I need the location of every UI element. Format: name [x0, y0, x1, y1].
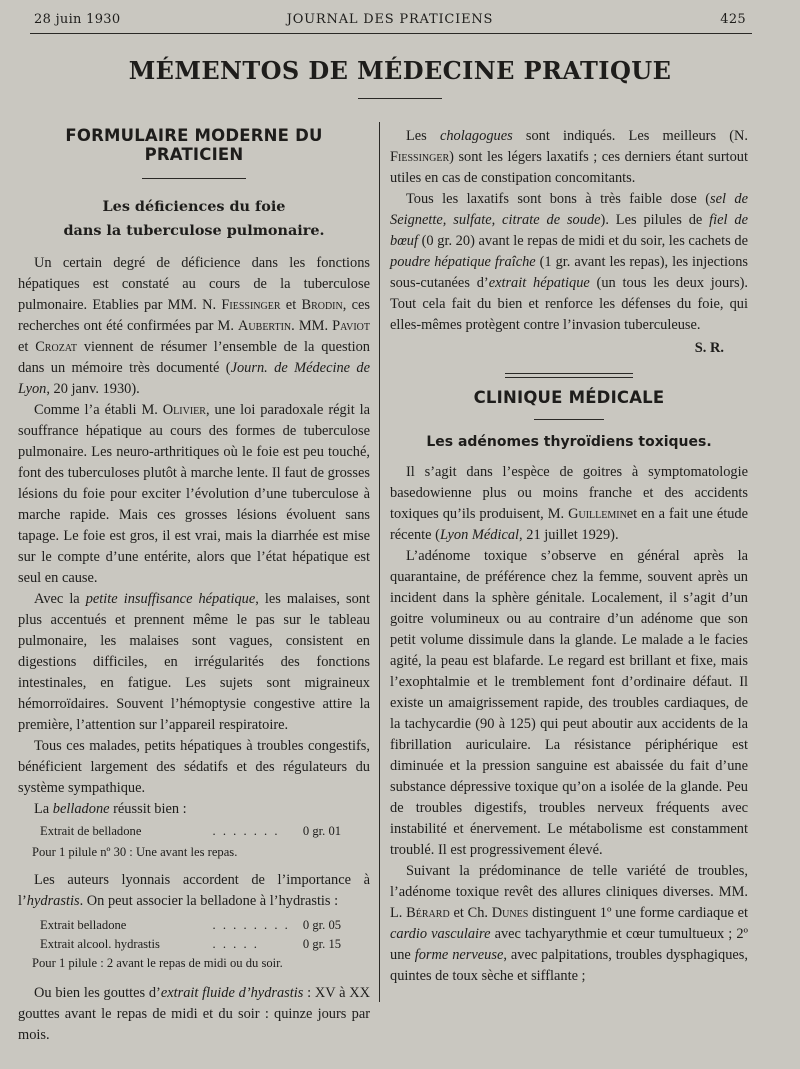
text-run: , 21 juillet 1929).	[519, 527, 619, 543]
text-run: , ces recherches ont été confirmées par M.	[18, 297, 370, 334]
title-rule	[358, 98, 442, 99]
section-rule	[142, 178, 246, 179]
journal-name: JOURNAL DES PRATICIENS	[286, 12, 494, 27]
paragraph	[18, 870, 370, 912]
author-name: Bérard	[406, 905, 450, 921]
text-run: , les malaises, sont plus accentués et prennent même le pas sur le tableau pulmonaire, les malaises sont vagues, consistent en digestions difficiles, en irrégularités des fonctions intestinales, en fatigue. Les sujets sont migraineux hémorroïdaires. Souvent l’hémoptysie congestive attire la première, l’attention sur l’appareil respiratoire.	[18, 591, 370, 733]
subtitle-line: dans la tuberculose pulmonaire.	[63, 222, 325, 239]
text-run: sont indiqués. Les meilleurs (N.	[512, 128, 748, 144]
prescription-line	[18, 822, 370, 841]
leader-dots: . . . . . . .	[212, 824, 280, 838]
author-name: Guillemin	[568, 506, 627, 522]
author-name: Aubertin	[238, 318, 292, 334]
author-name: Brodin	[301, 297, 343, 313]
author-name: Fiessinger	[221, 297, 281, 313]
text-run: . On peut associer la belladone à l’hydrastis :	[79, 893, 339, 909]
emphasis: poudre hépatique fraîche	[390, 254, 536, 270]
paragraph	[18, 983, 370, 1046]
text-run: Tous les laxatifs sont bons à très faible dose (	[406, 191, 711, 207]
text-run: Les auteurs lyonnais accordent de l’importance à l’	[18, 872, 370, 909]
text-run: Un certain degré de déficience dans les fonctions hépatiques est constaté au cours de la tuberculose pulmonaire. Etablies par MM. N.	[18, 255, 370, 313]
text-run: . MM.	[291, 318, 333, 334]
paragraph	[390, 126, 748, 189]
text-run: Les	[406, 128, 440, 144]
ingredient: Extrait de belladone	[40, 824, 142, 838]
citation: Lyon Médical	[439, 527, 520, 543]
text-run: ). Les pilules de	[600, 212, 710, 228]
paragraph	[18, 799, 370, 820]
text-run: , une loi paradoxale régit la souffrance hépatique au cours des formes de tuberculose pulmonaire. Les neuro-arthritiques où le foie est peu touché, font des tuberculoses plutôt à marche lente. Il faut de grosses lésions du foie pour exciter l’évolution d’une tuberculose à marche rapide. Mais ces grosses lésions évoluent sans tapage. Le foie est gros, il est vrai, mais la diarrhée est mise sur le compte d’une entérite, alors que l’état hépatique est seul en cause.	[18, 402, 370, 586]
text-run: (un tous les deux jours). Tout cela fait du bien et renforce les défenses du foie, qui elles-mêmes protègent contre l’invasion tuberculeuse.	[390, 275, 748, 333]
dose: 0 gr. 05	[302, 918, 342, 932]
citation: Journ. de Médecine de Lyon	[18, 360, 371, 397]
emphasis: cardio vasculaire	[390, 926, 491, 942]
section-separator	[505, 373, 633, 378]
leader-dots: . . . . . . . .	[212, 918, 290, 932]
emphasis: petite insuffisance hépatique	[85, 591, 256, 607]
dose: 0 gr. 15	[302, 937, 342, 951]
text-run: , 20 janv. 1930).	[46, 381, 140, 397]
prescription-line	[18, 916, 370, 935]
text-run: Comme l’a établi M.	[34, 402, 163, 418]
section-title-formulaire: FORMULAIRE MODERNE DU PRATICIEN	[65, 126, 323, 164]
prescription-belladone	[18, 822, 370, 862]
text-run: et en a fait une étude récente (	[390, 506, 748, 543]
paragraph	[18, 400, 370, 589]
text-run: et	[18, 339, 36, 355]
text-run: (0 gr. 20) avant le repas de midi et du soir, les cachets de	[418, 233, 748, 249]
text-run: Ou bien les gouttes d’	[34, 985, 161, 1001]
emphasis: belladone	[52, 801, 110, 817]
subtitle-line: Les déficiences du foie	[102, 198, 286, 215]
page-title: MÉMENTOS DE MÉDECINE PRATIQUE	[128, 56, 672, 85]
emphasis: cholagogues	[439, 128, 513, 144]
emphasis: extrait hépatique	[488, 275, 590, 291]
emphasis: sel de Seignette, sulfate, citrate de soude	[390, 191, 748, 228]
paragraph	[18, 589, 370, 736]
leader-dots: . . . . .	[212, 937, 259, 951]
text-run: Il s’agit dans l’espèce de goitres à symptomatologie basedowienne plus ou moins franche et des accidents toxiques qu’ils produisent, M.	[390, 464, 748, 522]
page-number: 425	[720, 12, 746, 27]
paragraph: L’adénome toxique s’observe en général après la quarantaine, de préférence chez la femme, souvent après un incident dans la sphère génitale. Localement, il s’agit d’un goitre volumineux ou au contraire d’un adénome que son petit volume dissimule dans la glande. Le malade a le facies agité, la peau est blafarde. Le regard est brillant et fixe, mais l’exophtalmie et le tremblement font d’ordinaire défaut. Il existe un amaigrissement rapide, des troubles cardiaques, de la tachycardie (90 à 125) qui peut aboutir aux accidents de la fibrillation auriculaire. La résistance périphérique est diminuée et la pression sanguine est abaissée du fait d’une substance dépressive toxique qu’on a isolée de la glande. Peu de troubles digestifs, troubles nerveux fréquents avec instabilité et énervement. Le métabolisme est constamment troublé. Il est progressivement élevé.	[390, 548, 748, 858]
paragraph	[390, 861, 748, 987]
paragraph	[390, 189, 748, 336]
right-column	[390, 126, 748, 987]
left-column	[18, 126, 370, 1046]
emphasis: fiel de bœuf	[390, 212, 749, 249]
paragraph: Tous ces malades, petits hépatiques à troubles congestifs, bénéficient largement des sédatifs et des régulateurs du système sympathique.	[18, 738, 370, 796]
emphasis: forme nerveuse	[414, 947, 504, 963]
author-name: Crozat	[35, 339, 78, 355]
text-run: (1 gr. avant les repas), les injections sous-cutanées d’	[390, 254, 748, 291]
section-title-clinique: CLINIQUE MÉDICALE	[473, 388, 665, 407]
emphasis: hydrastis	[26, 893, 80, 909]
text-run: : XV à XX gouttes avant le repas de midi et du soir : quinze jours par mois.	[18, 985, 370, 1043]
author-name: Fiessinger	[390, 149, 450, 165]
emphasis: extrait fluide d’hydrastis	[160, 985, 304, 1001]
text-run: distinguent 1º une forme cardiaque et	[528, 905, 748, 921]
ingredient: Extrait alcool. hydrastis	[40, 937, 160, 951]
text-run: Avec la	[34, 591, 86, 607]
author-name: Olivier	[162, 402, 206, 418]
text-run: La	[34, 801, 53, 817]
text-run: ) sont les légers laxatifs ; ces derniers étant surtout utiles en cas de constipation concomitants.	[390, 149, 748, 186]
text-run: et Ch.	[449, 905, 492, 921]
prescription-note: Pour 1 pilule nº 30 : Une avant les repas.	[32, 845, 238, 859]
text-run: Suivant la prédominance de telle variété de troubles, l’adénome toxique revêt des allures cliniques diverses. MM. L.	[390, 863, 748, 921]
prescription-note: Pour 1 pilule : 2 avant le repas de midi ou du soir.	[32, 956, 283, 970]
author-name: Paviot	[332, 318, 370, 334]
dose: 0 gr. 01	[302, 824, 342, 838]
header-rule	[30, 33, 752, 34]
text-run: et	[280, 297, 302, 313]
ingredient: Extrait belladone	[40, 918, 127, 932]
article-subtitle-adenomes: Les adénomes thyroïdiens toxiques.	[426, 434, 712, 450]
text-run: viennent de résumer l’ensemble de la question dans un mémoire très documenté (	[18, 339, 371, 376]
article-subtitle-foie	[18, 195, 370, 243]
section-rule	[534, 419, 604, 420]
author-name: Dunes	[491, 905, 529, 921]
author-signature: S. R.	[694, 340, 724, 356]
text-run: réussit bien :	[109, 801, 187, 817]
column-divider	[379, 122, 380, 1002]
text-run: avec tachyarythmie et cœur tumultueux ; 2º une	[390, 926, 748, 963]
paragraph	[390, 462, 748, 546]
prescription-line	[18, 935, 370, 954]
issue-date: 28 juin 1930	[34, 12, 121, 27]
text-run: , avec palpitations, troubles dysphagiques, quintes de toux sèche et sifflante ;	[390, 947, 749, 984]
prescription-hydrastis	[18, 916, 370, 973]
paragraph	[18, 253, 370, 400]
